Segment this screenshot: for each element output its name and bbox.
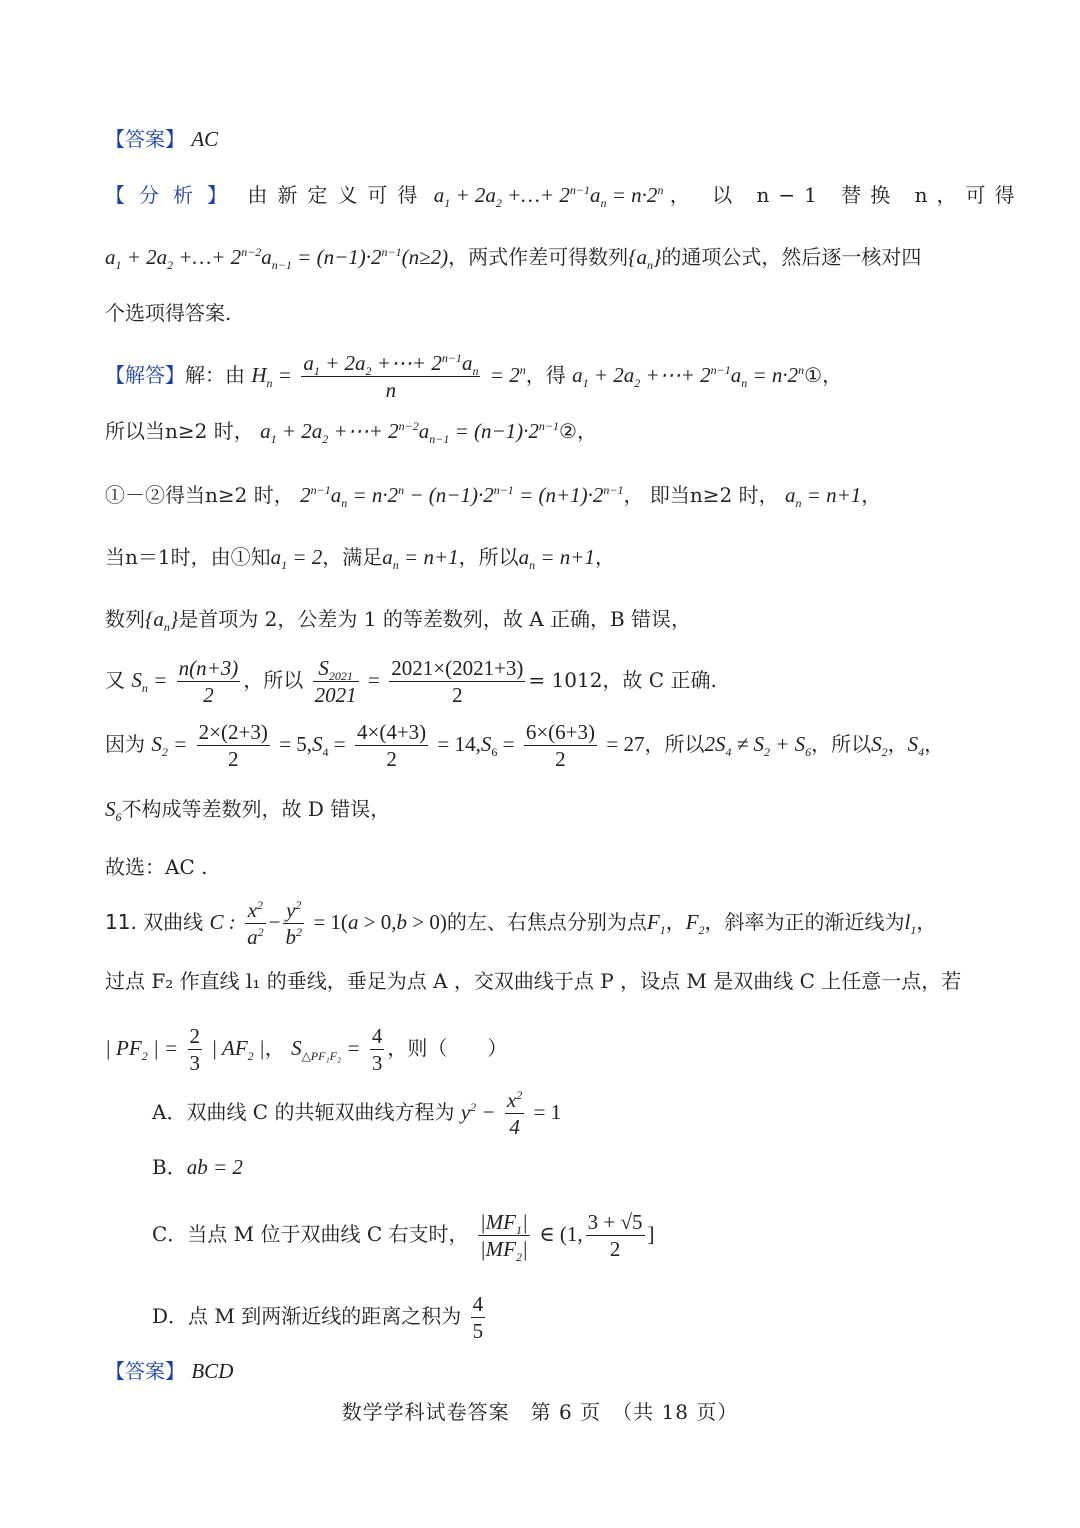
solution-label: 【解答】 bbox=[105, 363, 185, 387]
answer-label: 【答案】 bbox=[105, 1359, 185, 1383]
q10-solution-line-9: 故选：AC . bbox=[105, 855, 208, 879]
fraction: $\frac{x^2}{4}$ bbox=[506, 1088, 523, 1139]
fraction: $\frac{S_{2021}}{2021}$ bbox=[314, 656, 357, 707]
question-number: 11 bbox=[105, 910, 131, 934]
q10-answer-line bbox=[105, 124, 980, 154]
formula: $a_1 + 2a_2$ +…+ $2^{n-1}a_n = n\cdot 2^n$ bbox=[433, 183, 664, 211]
q11-option-a: A．双曲线 C 的共轭双曲线方程为 $y^2$ − $\frac{x^2}{4}$ = 1 bbox=[152, 1088, 562, 1139]
fraction: $\frac{y^2}{b^2}$ bbox=[285, 898, 302, 949]
q11-answer-line bbox=[105, 1356, 980, 1386]
fraction: $\frac{a_1 + 2a_2 +\cdots+ 2^{n-1}a_n}{n}$ bbox=[303, 351, 479, 402]
fraction: $\frac{2021\times(2021+3)}{2}$ bbox=[391, 656, 524, 707]
fraction: $\frac{x^2}{a^2}$ bbox=[247, 898, 264, 949]
fraction: $\frac{2\times(2+3)}{2}$ bbox=[198, 720, 268, 771]
q10-analysis-line-1: 【分析】 由新定义可得 $a_1 + 2a_2$ +…+ $2^{n-1}a_n = n\cdot 2^n$ ， 以 n−1 替换 n，可得 bbox=[105, 183, 1024, 211]
q10-analysis-line-3: 个选项得答案. bbox=[105, 301, 232, 325]
q11-option-b: B．ab = 2 bbox=[152, 1155, 243, 1179]
q10-solution-line-2: 所以当n≥2 时， $a_1 + 2a_2$ +⋯+ $2^{n-2}a_{n-1}$ = $(n-1)\cdot 2^{n-1}②$， bbox=[105, 419, 597, 447]
fraction: $\frac{6\times(6+3)}{2}$ bbox=[525, 720, 596, 771]
fraction: $\frac{|MF_1|}{|MF_2|}$ bbox=[479, 1210, 528, 1265]
q11-stem-line-2: 过点 F₂ 作直线 l₁ 的垂线，垂足为点 A ，交双曲线于点 P ，设点 M 是双曲线 C 上任意一点，若 bbox=[105, 969, 962, 993]
q10-solution-line-3: ①－②得当n≥2 时， $2^{n-1}a_n = n\cdot 2^n - (n-1)\cdot 2^{n-1} = (n+1)\cdot 2^{n-1}$， 即当n≥2 时， $a_n = n+1$， bbox=[105, 483, 882, 511]
fraction: $\frac{4}{5}$ bbox=[472, 1292, 484, 1343]
q10-solution-line-4: 当n＝1时，由①知$a_1 = 2$，满足$a_n = n+1$，所以$a_n = n+1$， bbox=[105, 545, 615, 573]
page-footer: 数学学科试卷答案 第 6 页 （共 18 页） bbox=[341, 1400, 739, 1424]
q10-solution-line-6: 又 $S_n$ = $\frac{n(n+3)}{2}$ ，所以 $\frac{S_{2021}}{2021}$ = $\frac{2021\times(2021+3)}{2}$ = 1012，故 C 正确. bbox=[105, 656, 717, 707]
fraction: $\frac{4}{3}$ bbox=[371, 1024, 383, 1075]
q11-option-d: D．点 M 到两渐近线的距离之积为 $\frac{4}{5}$ bbox=[152, 1292, 484, 1343]
fraction: $\frac{3 + √5}{2}$ bbox=[587, 1210, 643, 1261]
fraction: $\frac{4\times(4+3)}{2}$ bbox=[356, 720, 427, 771]
q10-analysis-line-2: $a_1 + 2a_2$ +…+ $2^{n-2}a_{n-1} = (n-1)\cdot 2^{n-1}(n\ge 2)$，两式作差可得数列$\{a_n\}$的通项公式，然后逐一核对四 bbox=[105, 245, 922, 273]
analysis-label: 【分析】 bbox=[105, 183, 241, 207]
q10-answer: AC bbox=[191, 127, 219, 151]
q11-option-c: C．当点 M 位于双曲线 C 右支时， $\frac{|MF_1|}{|MF_2|}$ ∈ (1, $\frac{3 + √5}{2}$ ] bbox=[152, 1210, 655, 1265]
fraction: $\frac{n(n+3)}{2}$ bbox=[178, 656, 239, 707]
formula: $a_1 + 2a_2$ +…+ $2^{n-2}a_{n-1} = (n-1)\cdot 2^{n-1}(n\ge 2)$ bbox=[105, 245, 449, 273]
q11-stem-line-1: 11. 双曲线 C : $\frac{x^2}{a^2}$ − $\frac{y^2}{b^2}$ = 1(a > 0,b > 0)的左、右焦点分别为点$F_1$，$F_2$，斜率为正的渐近线为$l_1$， bbox=[105, 898, 937, 949]
q11-answer: BCD bbox=[191, 1359, 234, 1383]
fraction: $\frac{2}{3}$ bbox=[189, 1024, 200, 1075]
q10-solution-line-5: 数列$\{a_n\}$是首项为 2，公差为 1 的等差数列，故 A 正确，B 错误， bbox=[105, 607, 692, 635]
answer-label: 【答案】 bbox=[105, 127, 185, 151]
q11-stem-line-3: | $PF_2$ | = $\frac{2}{3}$ | $AF_2$ |， $S_{\triangle PF_1F_2}$ = $\frac{4}{3}$ ，则（ ） bbox=[105, 1024, 508, 1075]
q10-solution-line-1: 【解答】解：由 $H_n$ = $\frac{a_1 + 2a_2 +\cdots+ 2^{n-1}a_n}{n}$ = $2^n$，得 $a_1 + 2a_2$ +⋯+ $2^{n-1}a_n$ = $n\cdot 2^n①$， bbox=[105, 351, 843, 402]
q10-solution-line-8: $S_6$不构成等差数列，故 D 错误， bbox=[105, 797, 391, 825]
q10-solution-line-7: 因为 $S_2$ = $\frac{2\times(2+3)}{2}$ = $5,S_4$ = $\frac{4\times(4+3)}{2}$ = $14,S_6$ = $\frac{6\times(6+3)}{2}$ = 27，所以$2S_4 \ne S_2 + S_6$，所以$S_2$，$S_4$， bbox=[105, 720, 945, 771]
